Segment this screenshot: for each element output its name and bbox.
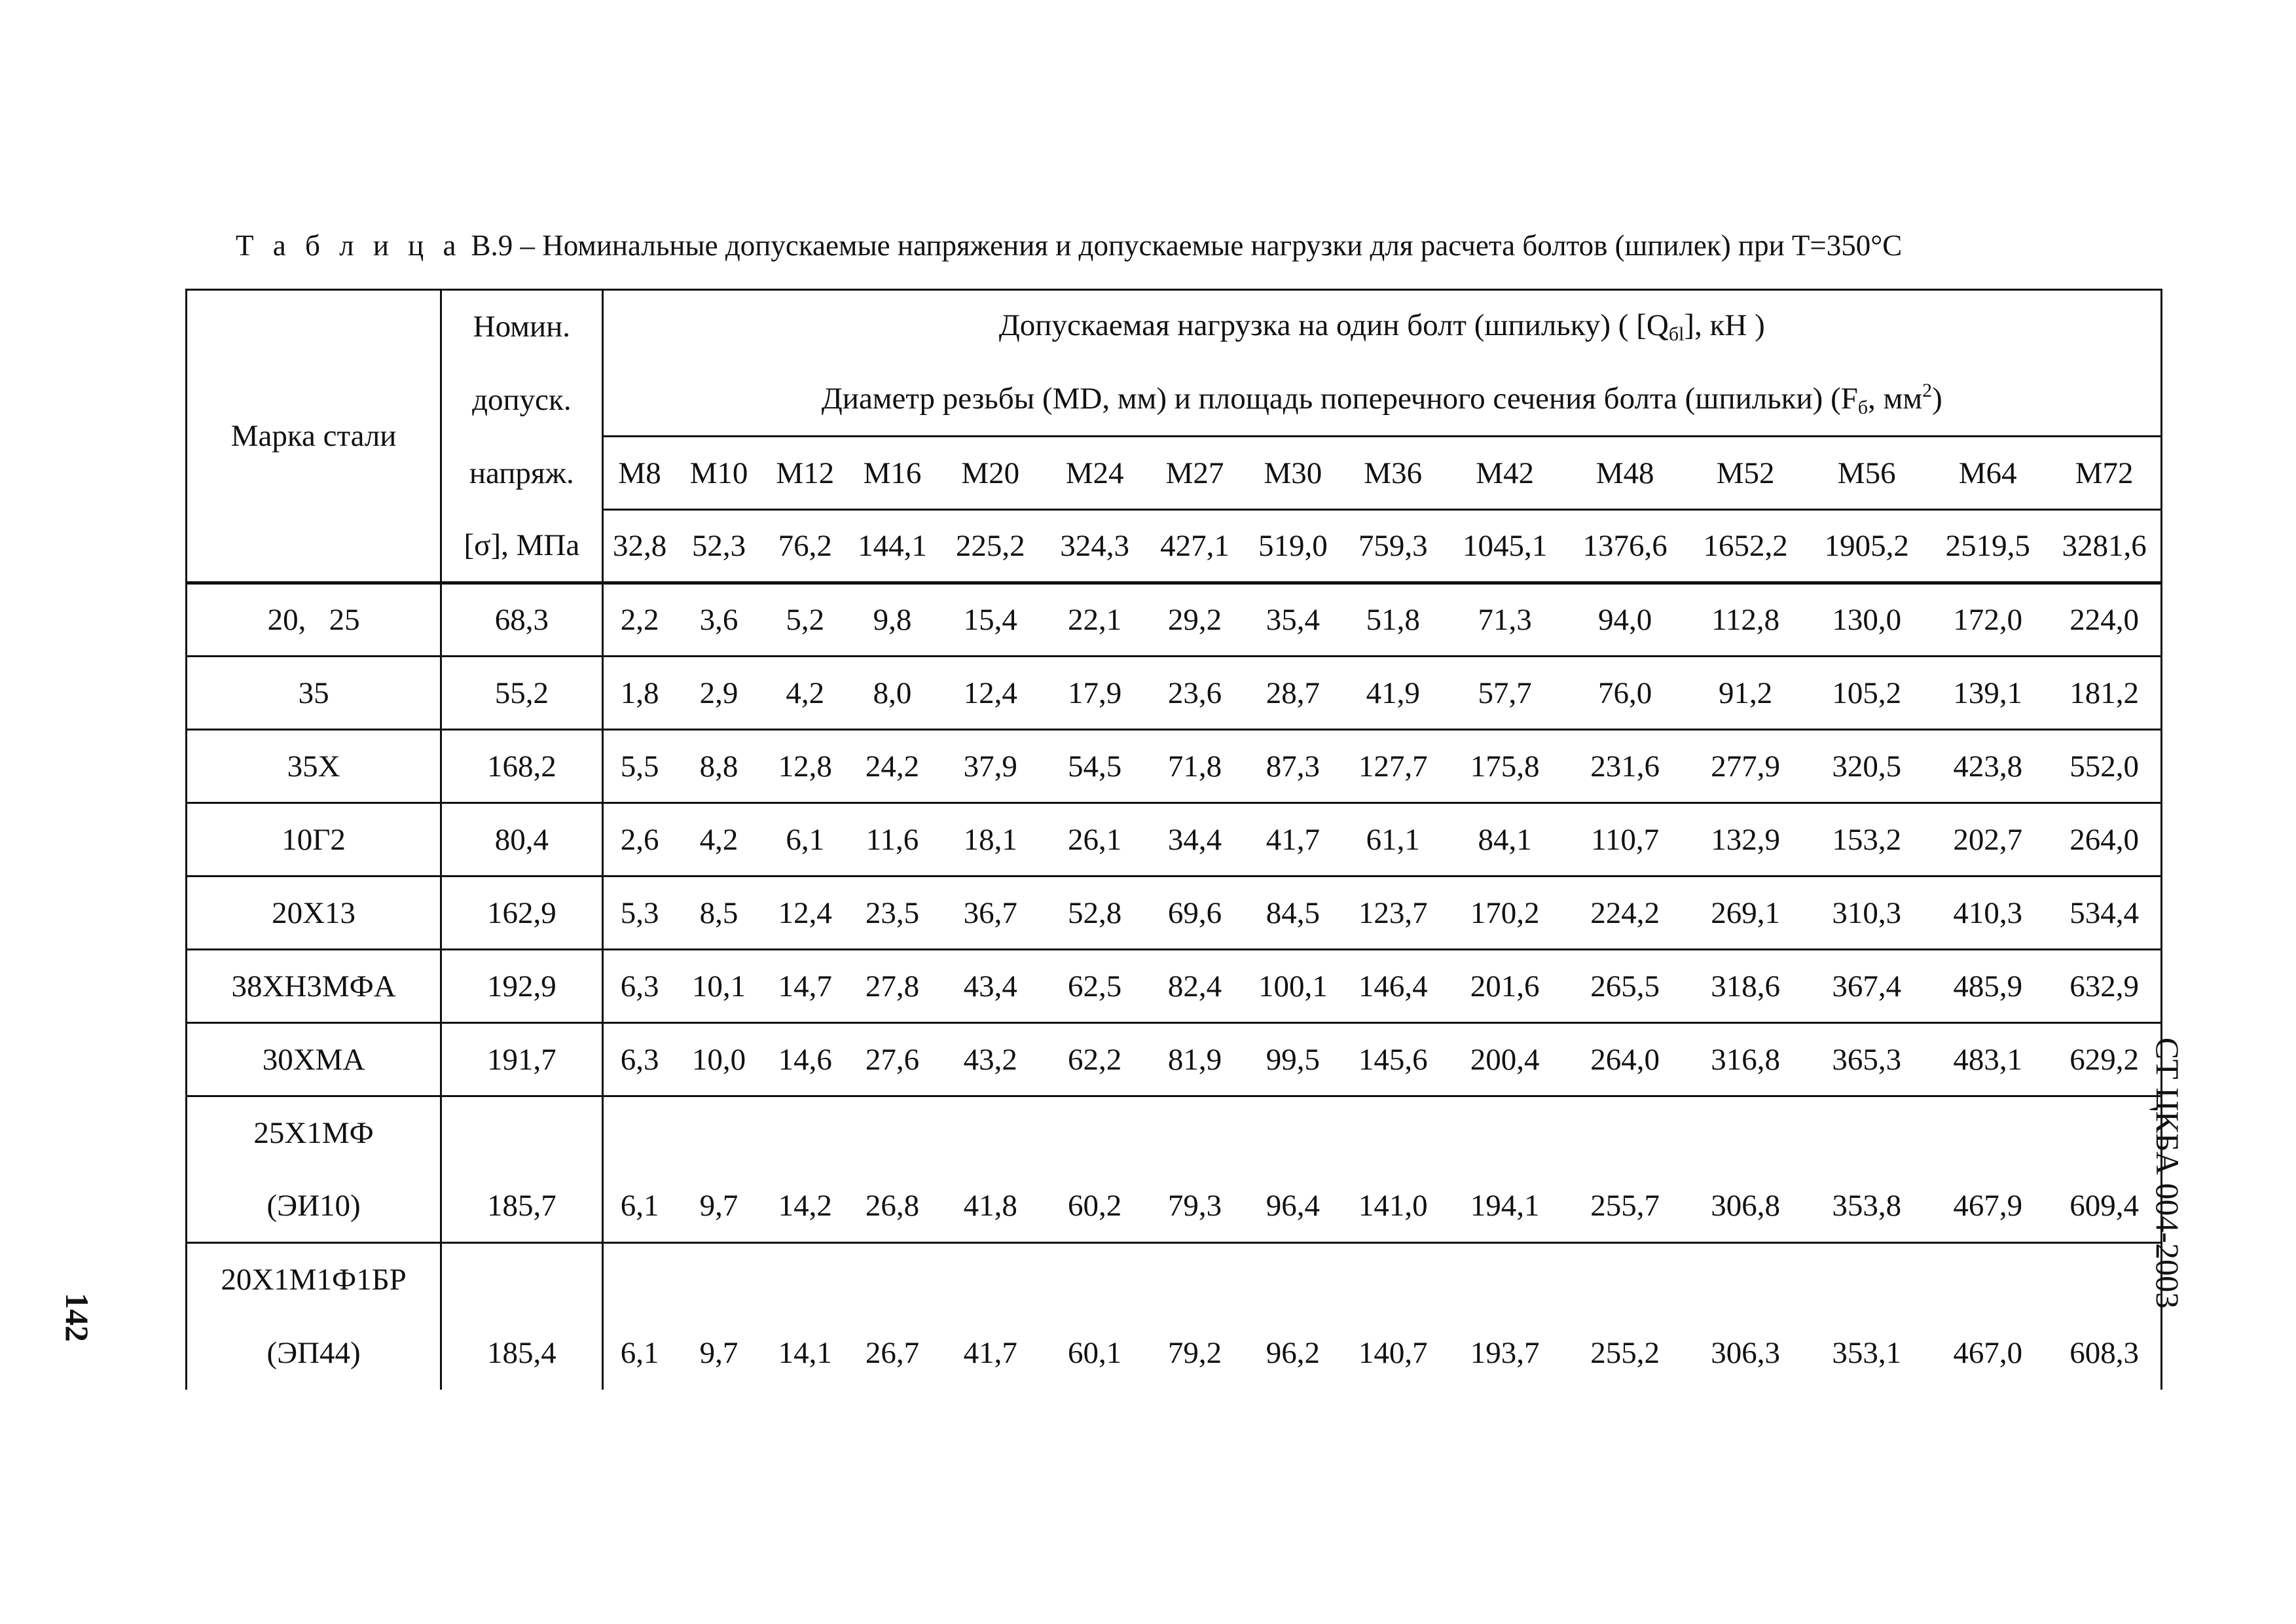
- load-value-cell: 17,9: [1045, 657, 1145, 730]
- load-value-cell: 170,2: [1445, 876, 1565, 950]
- caption-label: Т а б л и ц а: [236, 229, 462, 262]
- caption-text: В.9 – Номинальные допускаемые напряжения и допускаемые нагрузки для расчета болтов (шпилек) при Т=350°С: [471, 229, 1903, 262]
- load-value-cell: 12,4: [936, 657, 1045, 730]
- nominal-header-line-2: допуск.: [441, 363, 602, 437]
- load-value-cell: 23,5: [848, 876, 936, 950]
- load-value-cell: 629,2: [2048, 1023, 2161, 1096]
- area-header-cell: 225,2: [936, 510, 1045, 583]
- load-value-cell: 264,0: [1565, 1023, 1685, 1096]
- size-header-cell: M48: [1565, 437, 1685, 510]
- load-value-cell: 3,6: [676, 583, 762, 657]
- load-value-cell: 11,6: [848, 803, 936, 876]
- load-value-cell: 140,7: [1358, 1335, 1428, 1370]
- load-value-cell: 130,0: [1806, 583, 1927, 657]
- nominal-stress-cell: 162,9: [441, 876, 602, 950]
- size-header-cell: M36: [1341, 437, 1445, 510]
- load-value-cell: 8,5: [676, 876, 762, 950]
- load-value-cell: 52,8: [1045, 876, 1145, 950]
- load-value-cell: 367,4: [1806, 950, 1927, 1023]
- size-header-cell: M10: [676, 437, 762, 510]
- load-value-cell: 14,2: [761, 1170, 848, 1243]
- steel-grade-cell: 35: [187, 657, 441, 730]
- load-value-cell: 110,7: [1565, 803, 1685, 876]
- size-header-cell: M24: [1045, 437, 1145, 510]
- load-value-cell: 26,7: [865, 1335, 920, 1370]
- area-header-cell: 1045,1: [1445, 510, 1565, 583]
- header-row-1: [187, 290, 2162, 363]
- load-value-cell: 96,4: [1245, 1170, 1341, 1243]
- steel-grade-cell: 30XMA: [187, 1023, 441, 1096]
- empty-cell: [602, 1243, 2161, 1316]
- load-value-cell: 87,3: [1245, 730, 1341, 803]
- table-row: [187, 583, 2162, 657]
- page-number: 142: [59, 1293, 96, 1342]
- steel-grade-cell: 20, 25: [187, 583, 441, 657]
- table-row: [187, 876, 2162, 950]
- load-value-cell: 54,5: [1045, 730, 1145, 803]
- nominal-stress-cell: 185,4: [441, 1316, 602, 1390]
- load-value-cell: 534,4: [2048, 876, 2161, 950]
- load-value-cell: 201,6: [1445, 950, 1565, 1023]
- size-header-cell: M52: [1685, 437, 1806, 510]
- load-value-cell: 139,1: [1927, 657, 2048, 730]
- nominal-stress-cell: 191,7: [441, 1023, 602, 1096]
- load-value-cell: 26,8: [848, 1170, 936, 1243]
- nominal-header-line-3: напряж.: [441, 437, 602, 510]
- load-value-cell: 18,1: [936, 803, 1045, 876]
- load-value-cell: 145,6: [1341, 1023, 1445, 1096]
- load-value-cell: 24,2: [848, 730, 936, 803]
- load-title: Допускаемая нагрузка на один болт (шпильку) ( $[Q_{бl}]$, кН ): [602, 290, 2161, 363]
- load-value-cell: 14,7: [761, 950, 848, 1023]
- load-value-cell: 5,5: [602, 730, 676, 803]
- size-header-cell: M20: [936, 437, 1045, 510]
- load-value-cell: 84,5: [1245, 876, 1341, 950]
- nominal-stress-cell: 68,3: [441, 583, 602, 657]
- load-value-cell: 12,4: [761, 876, 848, 950]
- load-value-cell: 306,3: [1711, 1335, 1781, 1370]
- load-value-cell: 71,3: [1445, 583, 1565, 657]
- load-value-cell: 14,6: [761, 1023, 848, 1096]
- load-value-cell: 28,7: [1245, 657, 1341, 730]
- load-value-cell: 193,7: [1470, 1335, 1540, 1370]
- load-value-cell: 2,6: [602, 803, 676, 876]
- table-row-bottom: [187, 1316, 2162, 1390]
- load-value-cell: 632,9: [2048, 950, 2161, 1023]
- size-header-cell: M12: [761, 437, 848, 510]
- load-value-cell: 141,0: [1341, 1170, 1445, 1243]
- load-value-cell: 4,2: [761, 657, 848, 730]
- load-value-cell: 200,4: [1445, 1023, 1565, 1096]
- steel-grade-header: Марка стали: [187, 290, 441, 583]
- nominal-stress-cell: 55,2: [441, 657, 602, 730]
- load-value-cell: 224,0: [2048, 583, 2161, 657]
- load-value-cell: 123,7: [1341, 876, 1445, 950]
- load-value-cell: 71,8: [1145, 730, 1245, 803]
- load-value-cell: 146,4: [1341, 950, 1445, 1023]
- size-header-cell: M64: [1927, 437, 2048, 510]
- load-value-cell: 264,0: [2048, 803, 2161, 876]
- load-value-cell: 27,8: [848, 950, 936, 1023]
- load-value-cell: 194,1: [1445, 1170, 1565, 1243]
- load-value-cell: 35,4: [1245, 583, 1341, 657]
- steel-grade-cell: 35X: [187, 730, 441, 803]
- area-header-cell: 1905,2: [1806, 510, 1927, 583]
- steel-grade-cell: 20X13: [187, 876, 441, 950]
- load-value-cell: 8,8: [676, 730, 762, 803]
- steel-grade-line-2: (ЭИ10): [187, 1170, 441, 1243]
- load-value-cell: 6,1: [620, 1335, 659, 1370]
- load-value-cell: 61,1: [1341, 803, 1445, 876]
- load-value-cell: 202,7: [1927, 803, 2048, 876]
- load-value-cell: 231,6: [1565, 730, 1685, 803]
- steel-grade-cell: 10Г2: [187, 803, 441, 876]
- load-value-cell: 14,1: [778, 1335, 832, 1370]
- load-value-cell: 10,0: [676, 1023, 762, 1096]
- load-value-cell: 609,4: [2048, 1170, 2161, 1243]
- load-value-cell: 57,7: [1445, 657, 1565, 730]
- load-value-cell: 36,7: [936, 876, 1045, 950]
- load-value-cell: 2,2: [602, 583, 676, 657]
- steel-grade-line-1: 20X1M1Ф1БР: [187, 1243, 441, 1316]
- area-header-cell: 759,3: [1341, 510, 1445, 583]
- size-header-cell: M27: [1145, 437, 1245, 510]
- area-header-cell: 52,3: [676, 510, 762, 583]
- load-value-cell: 43,2: [936, 1023, 1045, 1096]
- empty-cell: [441, 1243, 602, 1316]
- area-header-cell: 3281,6: [2048, 510, 2161, 583]
- load-value-cell: 423,8: [1927, 730, 2048, 803]
- area-header-cell: 427,1: [1145, 510, 1245, 583]
- nominal-header-line-1: Номин.: [441, 290, 602, 363]
- nominal-stress-cell: 185,7: [441, 1170, 602, 1243]
- size-header-cell: M42: [1445, 437, 1565, 510]
- size-header-cell: M72: [2048, 437, 2161, 510]
- load-value-cell: 10,1: [676, 950, 762, 1023]
- load-value-cell: 41,9: [1341, 657, 1445, 730]
- load-value-cell: 467,0: [1953, 1335, 2023, 1370]
- table-row: [187, 730, 2162, 803]
- area-header-cell: 1652,2: [1685, 510, 1806, 583]
- load-value-cell: 310,3: [1806, 876, 1927, 950]
- load-value-cell: 269,1: [1685, 876, 1806, 950]
- table-row: [187, 803, 2162, 876]
- load-value-cell: 26,1: [1045, 803, 1145, 876]
- load-value-cell: 69,6: [1145, 876, 1245, 950]
- load-value-cell: 608,3: [2048, 1316, 2161, 1390]
- load-value-cell: 6,3: [602, 950, 676, 1023]
- size-header-cell: M30: [1245, 437, 1341, 510]
- size-header-cell: M56: [1806, 437, 1927, 510]
- empty-cell: [602, 1096, 2161, 1170]
- load-value-cell: 8,0: [848, 657, 936, 730]
- load-value-cell: 365,3: [1806, 1023, 1927, 1096]
- nominal-stress-cell: 80,4: [441, 803, 602, 876]
- table-row-top: [187, 1096, 2162, 1170]
- header-row-sizes: [187, 437, 2162, 510]
- table-caption: [236, 226, 2167, 265]
- load-value-cell: 96,2: [1266, 1335, 1320, 1370]
- table-row-top: [187, 1243, 2162, 1316]
- load-value-cell: 6,3: [602, 1023, 676, 1096]
- nominal-stress-cell: 168,2: [441, 730, 602, 803]
- load-value-cell: 306,8: [1685, 1170, 1806, 1243]
- table-row: [187, 1023, 2162, 1096]
- load-value-cell: 6,1: [602, 1170, 676, 1243]
- load-value-cell: 255,7: [1565, 1170, 1685, 1243]
- load-value-cell: 99,5: [1245, 1023, 1341, 1096]
- load-value-cell: 43,4: [936, 950, 1045, 1023]
- load-value-cell: 34,4: [1145, 803, 1245, 876]
- load-value-cell: 175,8: [1445, 730, 1565, 803]
- load-value-cell: 485,9: [1927, 950, 2048, 1023]
- load-value-cell: 6,1: [761, 803, 848, 876]
- load-value-cell: 79,2: [1167, 1335, 1222, 1370]
- load-value-cell: 23,6: [1145, 657, 1245, 730]
- load-value-cell: 79,3: [1145, 1170, 1245, 1243]
- load-value-cell: 320,5: [1806, 730, 1927, 803]
- load-value-cell: 94,0: [1565, 583, 1685, 657]
- empty-cell: [441, 1096, 602, 1170]
- diameter-title: Диаметр резьбы (MD, мм) и площадь поперечного сечения болта (шпильки) ($F_б$, $мм^2$): [602, 363, 2161, 437]
- table-row-bottom: [187, 1170, 2162, 1243]
- load-value-cell: 9,8: [848, 583, 936, 657]
- load-value-cell: 15,4: [936, 583, 1045, 657]
- header-row-2: [187, 363, 2162, 437]
- load-value-cell: 353,8: [1806, 1170, 1927, 1243]
- area-header-cell: 1376,6: [1565, 510, 1685, 583]
- area-header-cell: 324,3: [1045, 510, 1145, 583]
- size-header-cell: M16: [848, 437, 936, 510]
- load-value-cell: 255,2: [1590, 1335, 1660, 1370]
- load-value-cell: 172,0: [1927, 583, 2048, 657]
- load-value-cell: 153,2: [1806, 803, 1927, 876]
- load-value-cell: 105,2: [1806, 657, 1927, 730]
- load-value-cell: 9,7: [676, 1170, 762, 1243]
- size-header-cell: M8: [602, 437, 676, 510]
- load-value-cell: 22,1: [1045, 583, 1145, 657]
- stress-load-table: [185, 289, 2162, 1390]
- area-header-cell: 32,8: [602, 510, 676, 583]
- area-header-cell: 144,1: [848, 510, 936, 583]
- load-value-cell: 353,1: [1832, 1335, 1902, 1370]
- load-value-cell: 81,9: [1145, 1023, 1245, 1096]
- load-value-cell: 224,2: [1565, 876, 1685, 950]
- load-value-cell: 27,6: [848, 1023, 936, 1096]
- nominal-header-line-4: [σ], МПа: [441, 510, 602, 583]
- load-value-cell: 277,9: [1685, 730, 1806, 803]
- load-value-cell: 84,1: [1445, 803, 1565, 876]
- load-value-cell: 5,3: [602, 876, 676, 950]
- steel-grade-line-2: (ЭП44): [187, 1316, 441, 1390]
- steel-grade-cell: 38XH3MФA: [187, 950, 441, 1023]
- load-value-cell: 2,9: [676, 657, 762, 730]
- load-value-cell: 318,6: [1685, 950, 1806, 1023]
- load-value-cell: 41,7: [1245, 803, 1341, 876]
- load-value-cell: 62,5: [1045, 950, 1145, 1023]
- document-id: СТ ЦКБА 004-2003: [2149, 1038, 2186, 1309]
- load-value-cell: 76,0: [1565, 657, 1685, 730]
- area-header-cell: 76,2: [761, 510, 848, 583]
- load-value-cell: 483,1: [1927, 1023, 2048, 1096]
- load-value-cell: 51,8: [1341, 583, 1445, 657]
- load-value-cell: 29,2: [1145, 583, 1245, 657]
- load-value-cell: 100,1: [1245, 950, 1341, 1023]
- load-value-cell: 552,0: [2048, 730, 2161, 803]
- load-value-cell: 37,9: [936, 730, 1045, 803]
- load-value-cell: 91,2: [1685, 657, 1806, 730]
- header-row-areas: [187, 510, 2162, 583]
- load-value-cell: 127,7: [1341, 730, 1445, 803]
- load-value-cell: 1,8: [602, 657, 676, 730]
- load-value-cell: 181,2: [2048, 657, 2161, 730]
- load-value-cell: 60,2: [1045, 1170, 1145, 1243]
- load-value-cell: 41,8: [936, 1170, 1045, 1243]
- load-value-cell: 265,5: [1565, 950, 1685, 1023]
- load-value-cell: 4,2: [676, 803, 762, 876]
- load-value-cell: 9,7: [699, 1335, 738, 1370]
- table-row: [187, 657, 2162, 730]
- load-value-cell: 132,9: [1685, 803, 1806, 876]
- load-value-cell: 12,8: [761, 730, 848, 803]
- table-row: [187, 950, 2162, 1023]
- load-value-cell: 467,9: [1927, 1170, 2048, 1243]
- load-value-cell: 112,8: [1685, 583, 1806, 657]
- area-header-cell: 519,0: [1245, 510, 1341, 583]
- load-value-cell: 82,4: [1145, 950, 1245, 1023]
- nominal-stress-cell: 192,9: [441, 950, 602, 1023]
- load-value-cell: 62,2: [1045, 1023, 1145, 1096]
- load-value-cell: 316,8: [1685, 1023, 1806, 1096]
- load-value-cell: 5,2: [761, 583, 848, 657]
- steel-grade-line-1: 25X1MФ: [187, 1096, 441, 1170]
- load-value-cell: 60,1: [1068, 1335, 1122, 1370]
- load-value-cell: 41,7: [963, 1335, 1017, 1370]
- area-header-cell: 2519,5: [1927, 510, 2048, 583]
- load-value-cell: 410,3: [1927, 876, 2048, 950]
